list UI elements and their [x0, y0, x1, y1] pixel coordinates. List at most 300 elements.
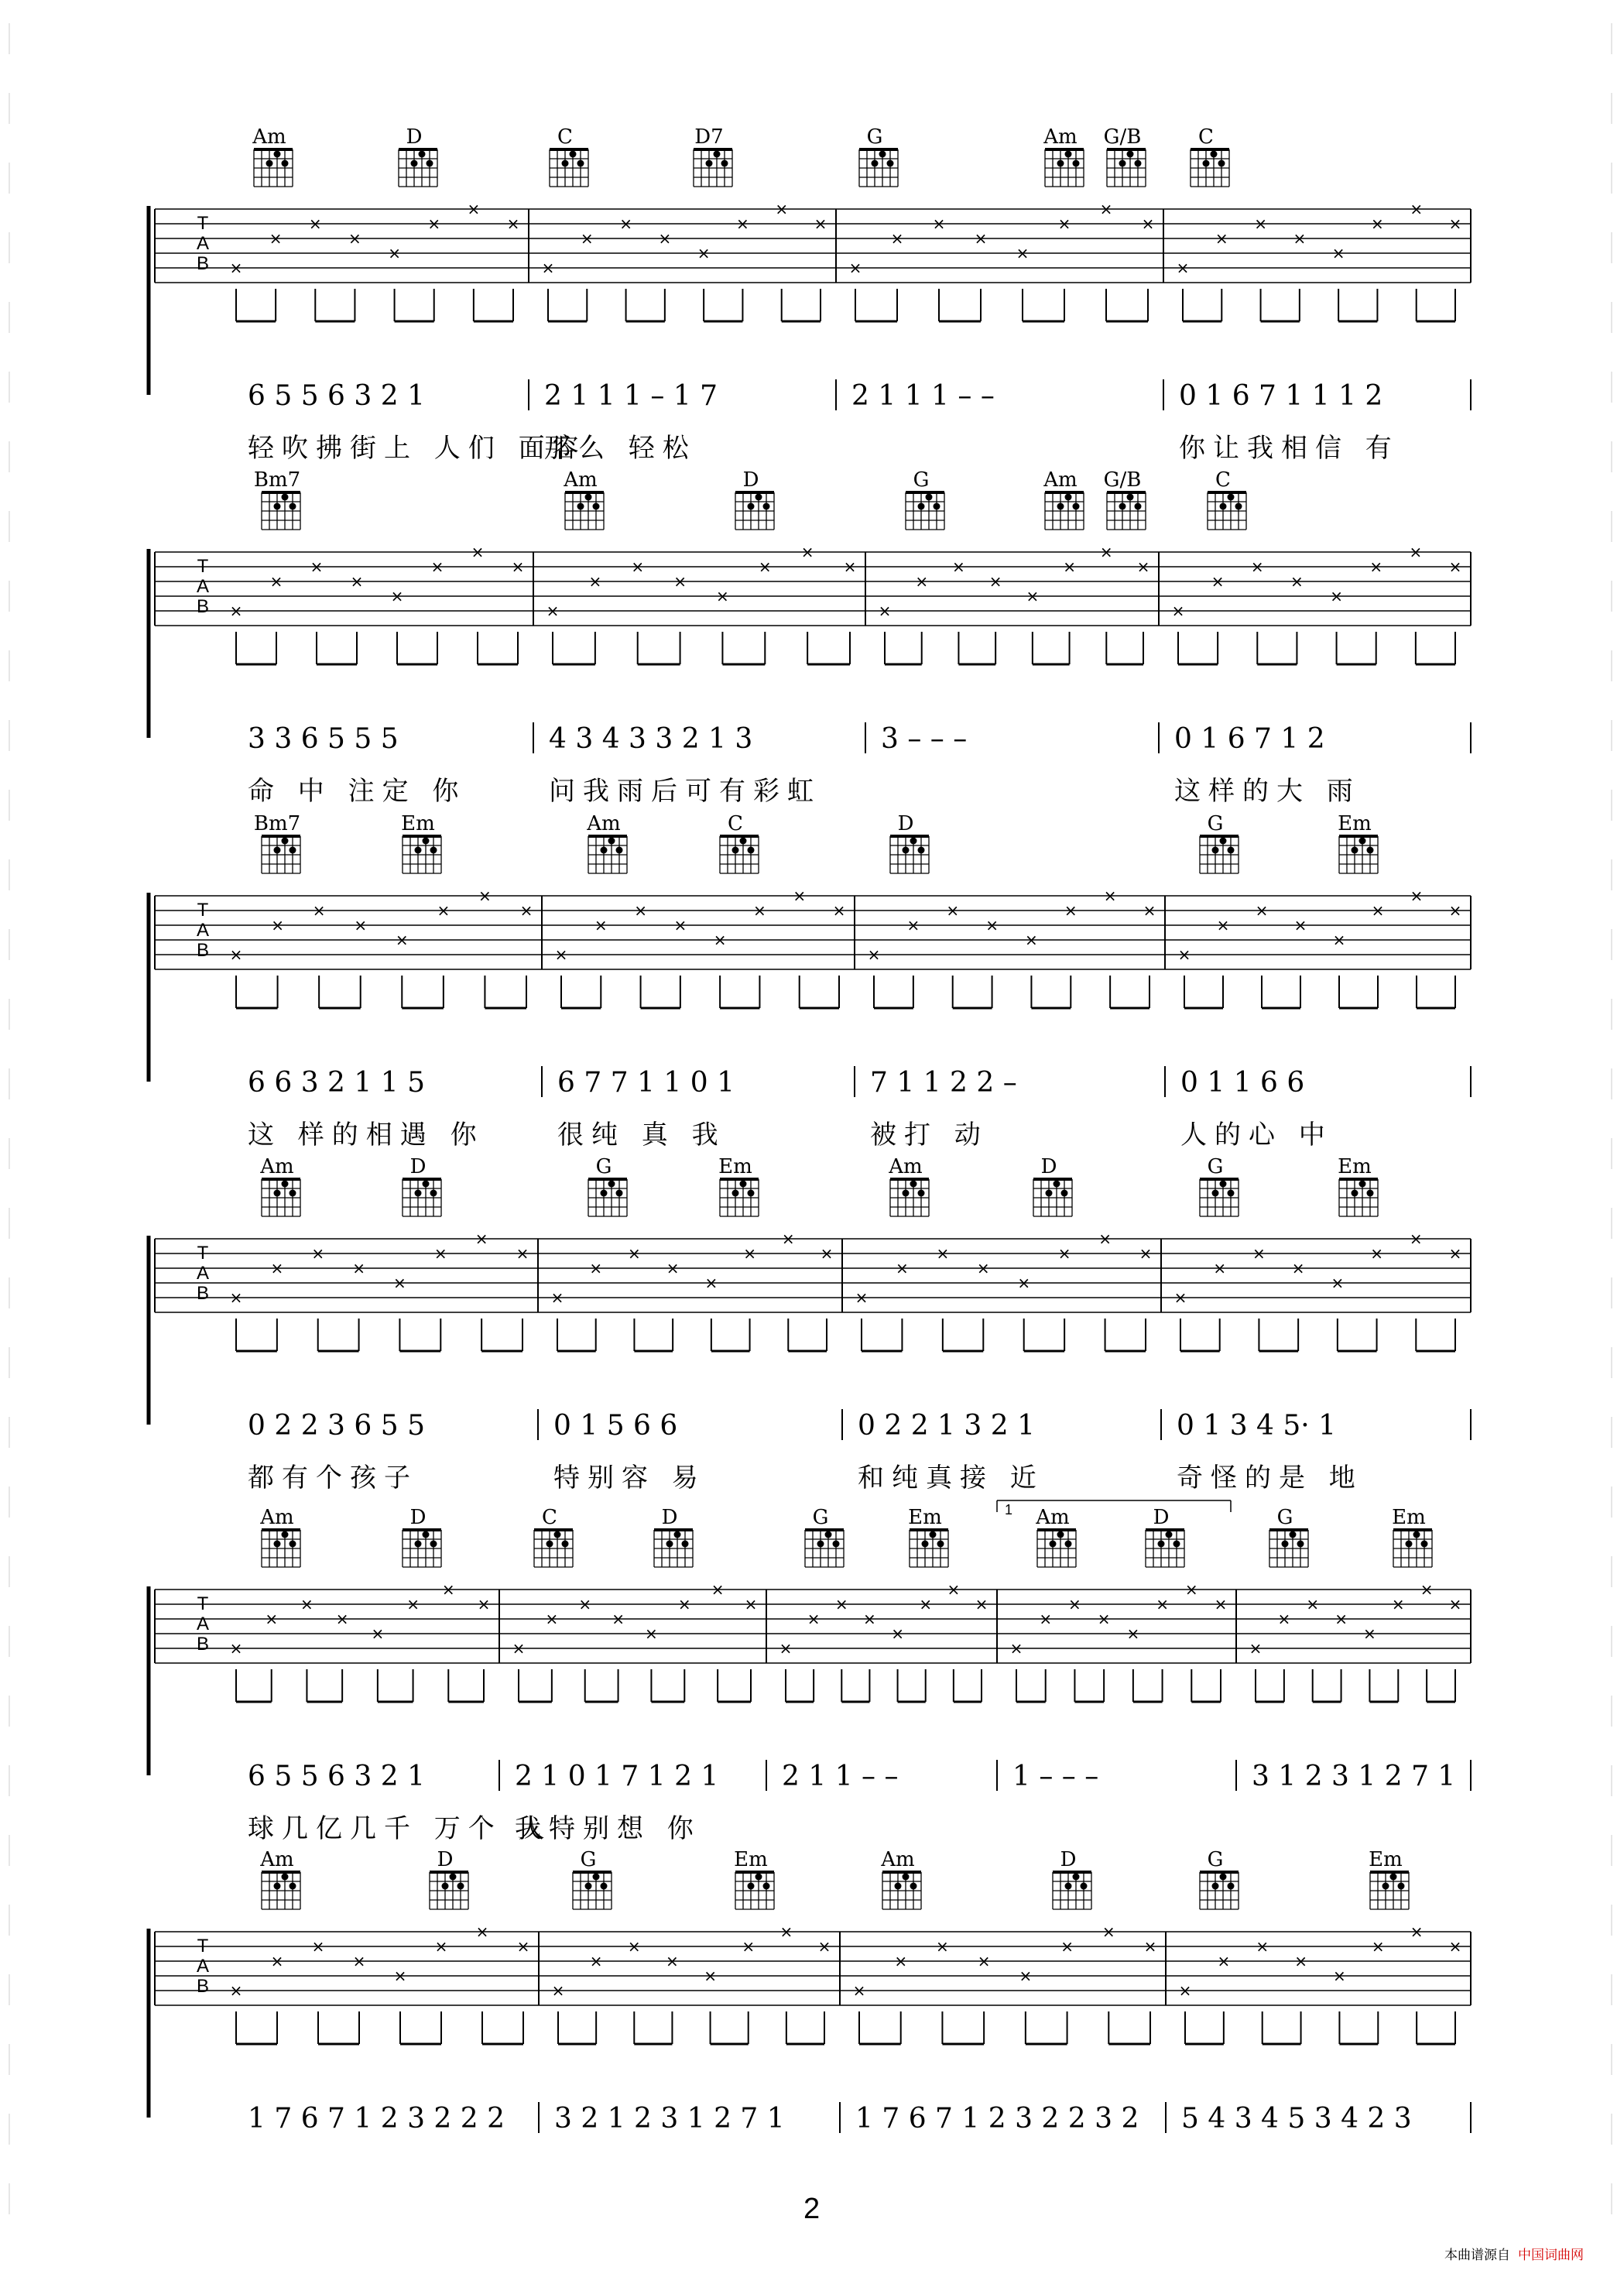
tab-x-note: ×: [820, 1244, 834, 1263]
jianpu-measure: 0 2 2 1 3 2 1: [858, 1410, 1035, 1442]
tab-x-note: ×: [976, 1259, 990, 1277]
tab-x-note: ×: [265, 1610, 279, 1628]
lyric-line: 很纯 真 我: [557, 1120, 726, 1151]
tab-x-note: ×: [1254, 214, 1267, 233]
tab-x-note: ×: [475, 1922, 489, 1941]
tab-clef-letter: A: [196, 233, 210, 254]
tab-x-note: ×: [677, 1595, 691, 1614]
chord-finger-dot: [266, 160, 273, 167]
tab-x-note: ×: [1173, 1288, 1187, 1307]
tab-x-note: ×: [1026, 587, 1040, 605]
tab-clef-letter: T: [197, 1243, 209, 1264]
chord-finger-dot: [748, 1190, 755, 1197]
chord-finger-dot: [585, 1883, 592, 1890]
tab-x-note: ×: [554, 945, 568, 964]
tab-x-note: ×: [1064, 901, 1078, 920]
tab-x-note: ×: [793, 887, 807, 905]
chord-finger-dot: [934, 503, 940, 510]
chord-finger-dot: [748, 847, 755, 854]
tab-x-note: ×: [781, 1229, 795, 1248]
chord-finger-dot: [1127, 151, 1134, 158]
tab-x-note: ×: [1213, 1259, 1227, 1277]
chord-finger-dot: [274, 503, 281, 510]
tab-x-note: ×: [1448, 1937, 1462, 1956]
chord-finger-dot: [415, 1541, 422, 1548]
chord-finger-dot: [918, 503, 925, 510]
jianpu-measure: 0 1 1 6 6: [1180, 1067, 1305, 1099]
chord-finger-dot: [1297, 1541, 1304, 1548]
chord-finger-dot: [430, 847, 437, 854]
tab-x-note: ×: [390, 587, 404, 605]
tab-x-note: ×: [430, 557, 444, 576]
tab-x-note: ×: [1293, 229, 1307, 248]
chord-finger-dot: [1119, 503, 1126, 510]
tab-x-note: ×: [628, 1244, 641, 1263]
chord-finger-dot: [1220, 1874, 1227, 1881]
chord-name: D: [406, 125, 423, 149]
jianpu-measure: 5 4 3 4 5 3 4 2 3: [1181, 2103, 1412, 2135]
lyric-line: 问我雨后可有彩虹: [549, 776, 821, 807]
footer-site-name: 中国词曲网: [1518, 2248, 1584, 2263]
tab-x-note: ×: [619, 214, 632, 233]
chord-name: Am: [260, 1155, 294, 1178]
tab-x-note: ×: [807, 1610, 821, 1628]
chord-finger-dot: [1065, 1883, 1072, 1890]
chord-finger-dot: [1382, 1883, 1389, 1890]
tab-x-note: ×: [1409, 543, 1423, 561]
chord-finger-dot: [1073, 1874, 1080, 1881]
tab-clef-letter: T: [197, 213, 209, 234]
tab-x-note: ×: [713, 931, 727, 949]
tab-x-note: ×: [658, 229, 672, 248]
tab-x-note: ×: [1136, 557, 1150, 576]
chord-finger-dot: [748, 1883, 755, 1890]
chord-finger-dot: [593, 1874, 600, 1881]
lyric-line: 都有个孩子: [248, 1463, 418, 1494]
chord-finger-dot: [570, 151, 577, 158]
chord-finger-dot: [608, 1181, 615, 1188]
tab-x-note: ×: [800, 543, 814, 561]
tab-x-note: ×: [512, 1639, 526, 1658]
chord-finger-dot: [1057, 503, 1064, 510]
chord-finger-dot: [290, 847, 296, 854]
chord-name: Am: [881, 1848, 915, 1871]
chord-finger-dot: [1228, 1883, 1235, 1890]
chord-finger-dot: [895, 1883, 902, 1890]
tab-x-note: ×: [1177, 945, 1191, 964]
tab-x-note: ×: [1068, 1595, 1081, 1614]
jianpu-measure: 0 1 6 7 1 2: [1174, 723, 1325, 755]
tab-x-note: ×: [753, 901, 766, 920]
chord-finger-dot: [825, 1531, 832, 1538]
tab-x-note: ×: [1363, 1624, 1376, 1643]
chord-finger-dot: [714, 151, 721, 158]
chord-finger-dot: [1057, 1531, 1064, 1538]
tab-x-note: ×: [634, 901, 647, 920]
tab-x-note: ×: [588, 572, 602, 591]
tab-x-note: ×: [1331, 244, 1345, 262]
chord-finger-dot: [1050, 1541, 1057, 1548]
tab-x-note: ×: [433, 1244, 447, 1263]
tab-x-note: ×: [437, 901, 451, 920]
tab-x-note: ×: [1448, 214, 1462, 233]
chord-name: D: [1040, 1155, 1057, 1178]
chord-name: C: [728, 812, 743, 835]
chord-finger-dot: [427, 160, 433, 167]
tab-x-note: ×: [1176, 259, 1190, 277]
tab-x-note: ×: [814, 214, 827, 233]
tab-x-note: ×: [1448, 1595, 1462, 1614]
chord-finger-dot: [282, 1531, 289, 1538]
tab-x-note: ×: [477, 1595, 491, 1614]
tab-x-note: ×: [1330, 587, 1343, 605]
tab-x-note: ×: [352, 1259, 365, 1277]
chord-finger-dot: [450, 1874, 457, 1881]
tab-x-note: ×: [229, 1288, 243, 1307]
chord-finger-dot: [910, 1181, 917, 1188]
tab-x-note: ×: [1184, 1580, 1198, 1599]
chord-finger-dot: [282, 494, 289, 501]
chord-finger-dot: [290, 1541, 296, 1548]
chord-name: C: [542, 1506, 557, 1529]
jianpu-measure: 3 3 6 5 5 5: [248, 723, 399, 755]
jianpu-measure: 6 5 5 6 3 2 1: [248, 380, 425, 412]
tab-x-note: ×: [852, 1981, 866, 2000]
tab-x-note: ×: [1216, 916, 1230, 935]
tab-x-note: ×: [516, 1244, 529, 1263]
chord-name: C: [1215, 468, 1231, 492]
chord-finger-dot: [577, 160, 584, 167]
tab-x-note: ×: [1215, 229, 1228, 248]
tab-x-note: ×: [848, 259, 862, 277]
tab-x-note: ×: [631, 557, 645, 576]
chord-finger-dot: [423, 1531, 430, 1538]
chord-name: D: [897, 812, 914, 835]
tab-x-note: ×: [779, 1639, 793, 1658]
tab-x-note: ×: [716, 587, 729, 605]
chord-finger-dot: [1203, 160, 1210, 167]
chord-finger-dot: [1173, 1541, 1180, 1548]
chord-finger-dot: [442, 1883, 449, 1890]
chord-finger-dot: [1359, 1181, 1366, 1188]
tab-clef-letter: T: [197, 1593, 209, 1614]
tab-clef-letter: A: [196, 1956, 210, 1977]
tab-x-note: ×: [673, 572, 687, 591]
chord-finger-dot: [282, 1874, 289, 1881]
tab-x-note: ×: [1017, 1274, 1031, 1292]
chord-finger-dot: [601, 847, 608, 854]
chord-finger-dot: [577, 503, 584, 510]
chord-name: Em: [1392, 1506, 1426, 1529]
tab-x-note: ×: [711, 1580, 725, 1599]
footer-credit: [1444, 2244, 1584, 2263]
chord-name: D: [1153, 1506, 1170, 1529]
chord-finger-dot: [1081, 1883, 1088, 1890]
tab-x-note: ×: [310, 557, 324, 576]
tab-x-note: ×: [471, 543, 485, 561]
tab-x-note: ×: [229, 1639, 243, 1658]
tab-clef-letter: T: [197, 900, 209, 921]
tab-x-note: ×: [1371, 901, 1385, 920]
tab-clef-letter: B: [196, 940, 210, 961]
tab-x-note: ×: [736, 214, 749, 233]
tab-x-note: ×: [894, 1952, 908, 1970]
tab-x-note: ×: [744, 1595, 758, 1614]
tab-x-note: ×: [1009, 1639, 1023, 1658]
chord-finger-dot: [1212, 1190, 1219, 1197]
tab-x-note: ×: [1306, 1595, 1320, 1614]
page-number: 2: [803, 2193, 821, 2225]
tab-x-note: ×: [666, 1259, 680, 1277]
chord-finger-dot: [666, 1541, 673, 1548]
tab-x-note: ×: [936, 1937, 949, 1956]
chord-finger-dot: [1211, 151, 1218, 158]
tab-x-note: ×: [1370, 1244, 1383, 1263]
chord-name: Em: [1369, 1848, 1403, 1871]
tab-x-note: ×: [1448, 557, 1462, 576]
tab-x-note: ×: [1332, 931, 1346, 949]
chord-finger-dot: [1119, 160, 1126, 167]
tab-x-note: ×: [1369, 557, 1383, 576]
chord-finger-dot: [282, 1181, 289, 1188]
chord-finger-dot: [585, 494, 592, 501]
tab-x-note: ×: [578, 1595, 592, 1614]
tab-x-note: ×: [393, 1967, 407, 1985]
tab-x-note: ×: [308, 214, 322, 233]
tab-x-note: ×: [270, 1952, 284, 1970]
tab-x-note: ×: [1255, 901, 1269, 920]
chord-finger-dot: [1218, 160, 1225, 167]
chord-finger-dot: [608, 838, 615, 845]
tab-x-note: ×: [511, 557, 525, 576]
chord-name: D: [437, 1848, 454, 1871]
chord-finger-dot: [1398, 1883, 1405, 1890]
tab-x-note: ×: [975, 1595, 988, 1614]
tab-x-note: ×: [843, 557, 857, 576]
tab-x-note: ×: [1371, 214, 1384, 233]
chord-name: Em: [734, 1848, 768, 1871]
tab-x-note: ×: [704, 1274, 718, 1292]
chord-name: G: [866, 125, 883, 149]
tab-x-note: ×: [1249, 1639, 1263, 1658]
chord-finger-dot: [926, 494, 933, 501]
chord-finger-dot: [290, 1190, 296, 1197]
chord-finger-dot: [1290, 1531, 1297, 1538]
tab-x-note: ×: [779, 1922, 793, 1941]
tab-clef-letter: B: [196, 253, 210, 274]
chord-finger-dot: [1073, 503, 1080, 510]
tab-x-note: ×: [271, 916, 284, 935]
chord-finger-dot: [706, 160, 713, 167]
chord-finger-dot: [833, 1541, 840, 1548]
chord-name: G: [595, 1155, 612, 1178]
jianpu-measure: 2 1 1 1 – –: [851, 380, 995, 412]
tab-x-note: ×: [832, 901, 846, 920]
tab-x-note: ×: [775, 200, 789, 218]
chord-name: G: [1207, 812, 1224, 835]
chord-finger-dot: [430, 1541, 437, 1548]
chord-finger-dot: [290, 503, 296, 510]
tab-x-note: ×: [1291, 1259, 1305, 1277]
jianpu-measure: 2 1 1 – –: [782, 1761, 899, 1792]
chord-finger-dot: [1135, 503, 1142, 510]
tab-clef-letter: B: [196, 1634, 210, 1655]
tab-x-note: ×: [371, 1624, 385, 1643]
jianpu-measure: 2 1 0 1 7 1 2 1: [515, 1761, 719, 1792]
chord-finger-dot: [763, 503, 770, 510]
chord-name: Am: [1043, 468, 1078, 492]
tab-x-note: ×: [541, 259, 555, 277]
tab-x-note: ×: [977, 1952, 991, 1970]
chord-finger-dot: [1073, 160, 1080, 167]
tab-x-note: ×: [1217, 1952, 1231, 1970]
tab-x-note: ×: [1256, 1937, 1269, 1956]
tab-x-note: ×: [1143, 1937, 1157, 1956]
tab-x-note: ×: [936, 1244, 950, 1263]
tab-x-note: ×: [1102, 1922, 1115, 1941]
chord-name: G: [1207, 1848, 1224, 1871]
chord-finger-dot: [274, 1541, 281, 1548]
tab-x-note: ×: [896, 1259, 909, 1277]
tab-x-note: ×: [395, 931, 409, 949]
tab-clef-letter: T: [197, 1936, 209, 1956]
tab-x-note: ×: [1171, 602, 1185, 620]
tab-x-note: ×: [1156, 1595, 1169, 1614]
chord-name: Am: [260, 1506, 294, 1529]
chord-finger-dot: [903, 1190, 910, 1197]
tab-x-note: ×: [589, 1259, 603, 1277]
tab-x-note: ×: [1294, 1952, 1307, 1970]
chord-name: D: [1060, 1848, 1077, 1871]
tab-x-note: ×: [550, 1288, 564, 1307]
chord-finger-dot: [1220, 1181, 1227, 1188]
tab-x-note: ×: [1126, 1624, 1140, 1643]
tab-x-note: ×: [1057, 1244, 1071, 1263]
tab-x-note: ×: [594, 916, 608, 935]
tab-x-note: ×: [1019, 1967, 1033, 1985]
tab-x-note: ×: [311, 1937, 325, 1956]
tab-x-note: ×: [1409, 1229, 1423, 1248]
chord-finger-dot: [554, 1531, 561, 1538]
chord-finger-dot: [1282, 1541, 1289, 1548]
tab-x-note: ×: [269, 229, 283, 248]
chord-finger-dot: [562, 1541, 569, 1548]
chord-finger-dot: [1228, 1190, 1235, 1197]
chord-name: D7: [694, 125, 724, 149]
tab-x-note: ×: [229, 945, 243, 964]
tab-x-note: ×: [704, 1967, 717, 1985]
chord-finger-dot: [1220, 838, 1227, 845]
tab-x-note: ×: [834, 1595, 848, 1614]
lyric-line: 我特别想 你: [515, 1813, 701, 1844]
tab-x-note: ×: [589, 1952, 603, 1970]
chord-finger-dot: [1352, 847, 1358, 854]
chord-finger-dot: [755, 1874, 762, 1881]
chord-name: Am: [889, 1155, 923, 1178]
tab-x-note: ×: [312, 901, 326, 920]
tab-x-note: ×: [742, 1937, 755, 1956]
chord-finger-dot: [1057, 160, 1064, 167]
tab-x-note: ×: [863, 1610, 876, 1628]
tab-x-note: ×: [352, 1952, 366, 1970]
chord-finger-dot: [282, 160, 289, 167]
tab-x-note: ×: [878, 602, 892, 620]
jianpu-measure: 3 – – –: [881, 723, 968, 755]
tab-x-note: ×: [1099, 200, 1113, 218]
tab-x-note: ×: [855, 1288, 869, 1307]
jianpu-measure: 7 1 1 2 2 –: [870, 1067, 1017, 1099]
chord-name: Am: [252, 125, 286, 149]
chord-finger-dot: [546, 1541, 553, 1548]
chord-finger-dot: [1212, 847, 1219, 854]
chord-finger-dot: [411, 160, 418, 167]
chord-name: Am: [1036, 1506, 1070, 1529]
lyric-line: 命 中 注定 你: [248, 776, 467, 807]
chord-finger-dot: [1065, 151, 1072, 158]
tab-x-note: ×: [612, 1610, 625, 1628]
chord-finger-dot: [879, 151, 886, 158]
jianpu-measure: 0 1 5 6 6: [553, 1410, 678, 1442]
chord-finger-dot: [282, 838, 289, 845]
tab-x-note: ×: [1410, 200, 1424, 218]
tab-x-note: ×: [743, 1244, 756, 1263]
chord-finger-dot: [616, 847, 623, 854]
tab-x-note: ×: [906, 916, 920, 935]
chord-finger-dot: [1228, 847, 1235, 854]
jianpu-measure: 1 7 6 7 1 2 3 2 2 2: [248, 2103, 505, 2135]
chord-finger-dot: [1390, 1874, 1397, 1881]
tab-x-note: ×: [627, 1937, 641, 1956]
tab-x-note: ×: [697, 244, 711, 262]
chord-finger-dot: [755, 494, 762, 501]
tab-x-note: ×: [932, 214, 946, 233]
tab-x-note: ×: [1420, 1580, 1434, 1599]
tab-x-note: ×: [947, 1580, 961, 1599]
tab-x-note: ×: [354, 916, 368, 935]
chord-name: G: [1207, 1155, 1224, 1178]
tab-x-note: ×: [1103, 887, 1117, 905]
chord-finger-dot: [415, 847, 422, 854]
tab-x-note: ×: [300, 1595, 313, 1614]
chord-finger-dot: [930, 1531, 937, 1538]
chord-finger-dot: [910, 1883, 917, 1890]
chord-finger-dot: [748, 503, 755, 510]
tab-x-note: ×: [952, 557, 965, 576]
tab-x-note: ×: [758, 557, 772, 576]
chord-finger-dot: [423, 1181, 430, 1188]
chord-name: G: [580, 1848, 597, 1871]
tab-x-note: ×: [645, 1624, 658, 1643]
tab-x-note: ×: [1277, 1610, 1291, 1628]
lyric-line: 这样的大 雨: [1174, 776, 1361, 807]
jianpu-measure: 6 6 3 2 1 1 5: [248, 1067, 425, 1099]
chord-finger-dot: [274, 151, 281, 158]
chord-name: D: [661, 1506, 678, 1529]
tab-x-note: ×: [673, 916, 687, 935]
tab-x-note: ×: [1098, 1229, 1112, 1248]
tab-x-note: ×: [393, 1274, 406, 1292]
tab-x-note: ×: [1063, 557, 1076, 576]
jianpu-measure: 0 1 3 4 5· 1: [1177, 1410, 1337, 1442]
lyric-line: 人的心 中: [1180, 1120, 1333, 1151]
tab-x-note: ×: [406, 1595, 420, 1614]
chord-finger-dot: [763, 1883, 770, 1890]
chord-name: G/B: [1103, 468, 1142, 492]
chord-finger-dot: [290, 1883, 296, 1890]
chord-name: Em: [908, 1506, 942, 1529]
chord-finger-dot: [274, 1190, 281, 1197]
tab-clef-letter: B: [196, 1976, 210, 1997]
